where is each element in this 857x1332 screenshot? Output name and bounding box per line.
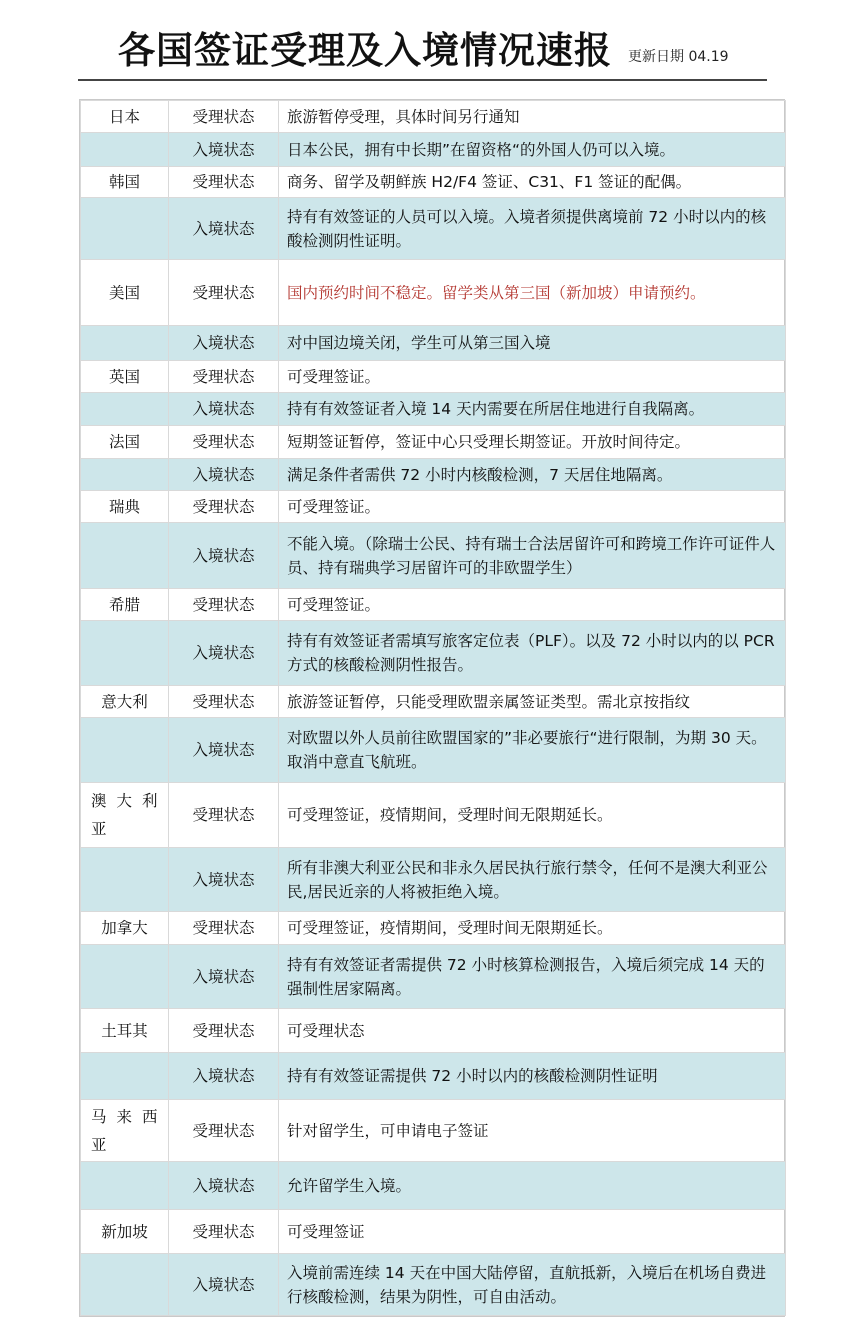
status-detail-cell: 满足条件者需供 72 小时内核酸检测，7 天居住地隔离。 [279, 459, 786, 491]
status-detail-cell [279, 260, 786, 326]
status-label-cell: 入境状态 [169, 393, 279, 426]
table-row [81, 198, 786, 260]
table-row [81, 848, 786, 912]
status-label-cell: 入境状态 [169, 198, 279, 260]
table-row [81, 1100, 786, 1162]
visa-status-table-container [79, 99, 785, 1317]
table-row [81, 1254, 786, 1316]
country-cell [81, 1162, 169, 1210]
country-cell: 澳大利亚 [81, 783, 169, 848]
country-cell [81, 523, 169, 589]
status-detail-cell: 可受理状态 [279, 1009, 786, 1053]
country-cell: 新加坡 [81, 1210, 169, 1254]
page-title: 各国签证受理及入境情况速报 [118, 29, 612, 72]
country-cell: 韩国 [81, 167, 169, 198]
status-label-cell: 入境状态 [169, 523, 279, 589]
table-row [81, 912, 786, 945]
table-row [81, 783, 786, 848]
country-cell: 日本 [81, 101, 169, 133]
table-row [81, 491, 786, 523]
country-cell: 加拿大 [81, 912, 169, 945]
status-detail-cell: 可受理签证。 [279, 491, 786, 523]
status-detail-cell: 所有非澳大利亚公民和非永久居民执行旅行禁令，任何不是澳大利亚公民,居民近亲的人将被拒绝入境。 [279, 848, 786, 912]
table-row [81, 1009, 786, 1053]
country-cell [81, 198, 169, 260]
status-label-cell: 受理状态 [169, 260, 279, 326]
status-detail-cell: 可受理签证。 [279, 589, 786, 621]
status-detail-cell: 持有有效签证需提供 72 小时以内的核酸检测阴性证明 [279, 1053, 786, 1100]
table-row [81, 326, 786, 361]
table-row [81, 945, 786, 1009]
table-row [81, 1162, 786, 1210]
table-row [81, 426, 786, 459]
status-label-cell: 受理状态 [169, 361, 279, 393]
status-label-cell: 入境状态 [169, 621, 279, 686]
visa-status-table [80, 100, 786, 1316]
country-cell: 美国 [81, 260, 169, 326]
table-row [81, 1210, 786, 1254]
table-row [81, 361, 786, 393]
status-label-cell: 受理状态 [169, 1009, 279, 1053]
status-detail-cell: 持有有效签证者需提供 72 小时核算检测报告，入境后须完成 14 天的强制性居家隔离。 [279, 945, 786, 1009]
status-detail-cell: 商务、留学及朝鲜族 H2/F4 签证、C31、F1 签证的配偶。 [279, 167, 786, 198]
table-row [81, 1053, 786, 1100]
status-detail-cell: 旅游签证暂停，只能受理欧盟亲属签证类型。需北京按指纹 [279, 686, 786, 718]
update-date: 更新日期 04.19 [628, 49, 729, 65]
status-label-cell: 受理状态 [169, 686, 279, 718]
country-cell: 意大利 [81, 686, 169, 718]
table-row [81, 718, 786, 783]
table-row [81, 101, 786, 133]
status-detail-cell: 短期签证暂停，签证中心只受理长期签证。开放时间待定。 [279, 426, 786, 459]
status-detail-cell: 可受理签证，疫情期间，受理时间无限期延长。 [279, 783, 786, 848]
table-row [81, 589, 786, 621]
status-detail-cell: 可受理签证，疫情期间，受理时间无限期延长。 [279, 912, 786, 945]
status-detail-cell: 日本公民，拥有中长期”在留资格“的外国人仍可以入境。 [279, 133, 786, 167]
status-detail-cell: 可受理签证。 [279, 361, 786, 393]
status-detail-cell: 持有有效签证的人员可以入境。入境者须提供离境前 72 小时以内的核酸检测阴性证明。 [279, 198, 786, 260]
country-cell: 法国 [81, 426, 169, 459]
status-label-cell: 受理状态 [169, 1100, 279, 1162]
country-cell [81, 1254, 169, 1316]
status-label-cell: 入境状态 [169, 945, 279, 1009]
status-label-cell: 入境状态 [169, 133, 279, 167]
country-cell [81, 133, 169, 167]
country-cell [81, 718, 169, 783]
status-detail-cell: 不能入境。（除瑞士公民、持有瑞士合法居留许可和跨境工作许可证件人员、持有瑞典学习居留许可的非欧盟学生） [279, 523, 786, 589]
country-cell [81, 848, 169, 912]
status-detail-cell: 对中国边境关闭，学生可从第三国入境 [279, 326, 786, 361]
status-label-cell: 受理状态 [169, 783, 279, 848]
country-cell [81, 326, 169, 361]
status-label-cell: 受理状态 [169, 101, 279, 133]
country-cell [81, 621, 169, 686]
table-row [81, 393, 786, 426]
status-detail-cell: 针对留学生，可申请电子签证 [279, 1100, 786, 1162]
status-detail-cell: 持有有效签证者入境 14 天内需要在所居住地进行自我隔离。 [279, 393, 786, 426]
country-cell: 希腊 [81, 589, 169, 621]
status-detail-cell: 旅游暂停受理，具体时间另行通知 [279, 101, 786, 133]
status-label-cell: 受理状态 [169, 589, 279, 621]
status-detail-cell: 入境前需连续 14 天在中国大陆停留，直航抵新，入境后在机场自费进行核酸检测，结果为阴性，可自由活动。 [279, 1254, 786, 1316]
country-cell: 马来西亚 [81, 1100, 169, 1162]
status-label-cell: 入境状态 [169, 718, 279, 783]
table-row [81, 459, 786, 491]
table-row [81, 133, 786, 167]
status-detail-cell: 持有有效签证者需填写旅客定位表（PLF）。以及 72 小时以内的以 PCR 方式的核酸检测阴性报告。 [279, 621, 786, 686]
status-label-cell: 受理状态 [169, 167, 279, 198]
status-label-cell: 入境状态 [169, 848, 279, 912]
status-label-cell: 受理状态 [169, 1210, 279, 1254]
table-row [81, 167, 786, 198]
status-detail-text: 国内预约时间不稳定。留学类从第三国（新加坡）申请预约。 [287, 283, 706, 302]
status-label-cell: 受理状态 [169, 491, 279, 523]
status-label-cell: 受理状态 [169, 912, 279, 945]
table-row [81, 621, 786, 686]
title-divider [78, 79, 767, 81]
table-row [81, 523, 786, 589]
country-cell [81, 945, 169, 1009]
country-cell [81, 459, 169, 491]
country-cell [81, 1053, 169, 1100]
status-label-cell: 入境状态 [169, 1162, 279, 1210]
country-cell: 瑞典 [81, 491, 169, 523]
status-label-cell: 入境状态 [169, 326, 279, 361]
table-row [81, 260, 786, 326]
status-label-cell: 入境状态 [169, 459, 279, 491]
country-cell: 土耳其 [81, 1009, 169, 1053]
status-label-cell: 入境状态 [169, 1053, 279, 1100]
status-label-cell: 入境状态 [169, 1254, 279, 1316]
table-row [81, 686, 786, 718]
country-cell: 英国 [81, 361, 169, 393]
country-cell [81, 393, 169, 426]
status-detail-cell: 允许留学生入境。 [279, 1162, 786, 1210]
status-detail-cell: 可受理签证 [279, 1210, 786, 1254]
status-label-cell: 受理状态 [169, 426, 279, 459]
status-detail-cell: 对欧盟以外人员前往欧盟国家的”非必要旅行“进行限制，为期 30 天。取消中意直飞航班。 [279, 718, 786, 783]
